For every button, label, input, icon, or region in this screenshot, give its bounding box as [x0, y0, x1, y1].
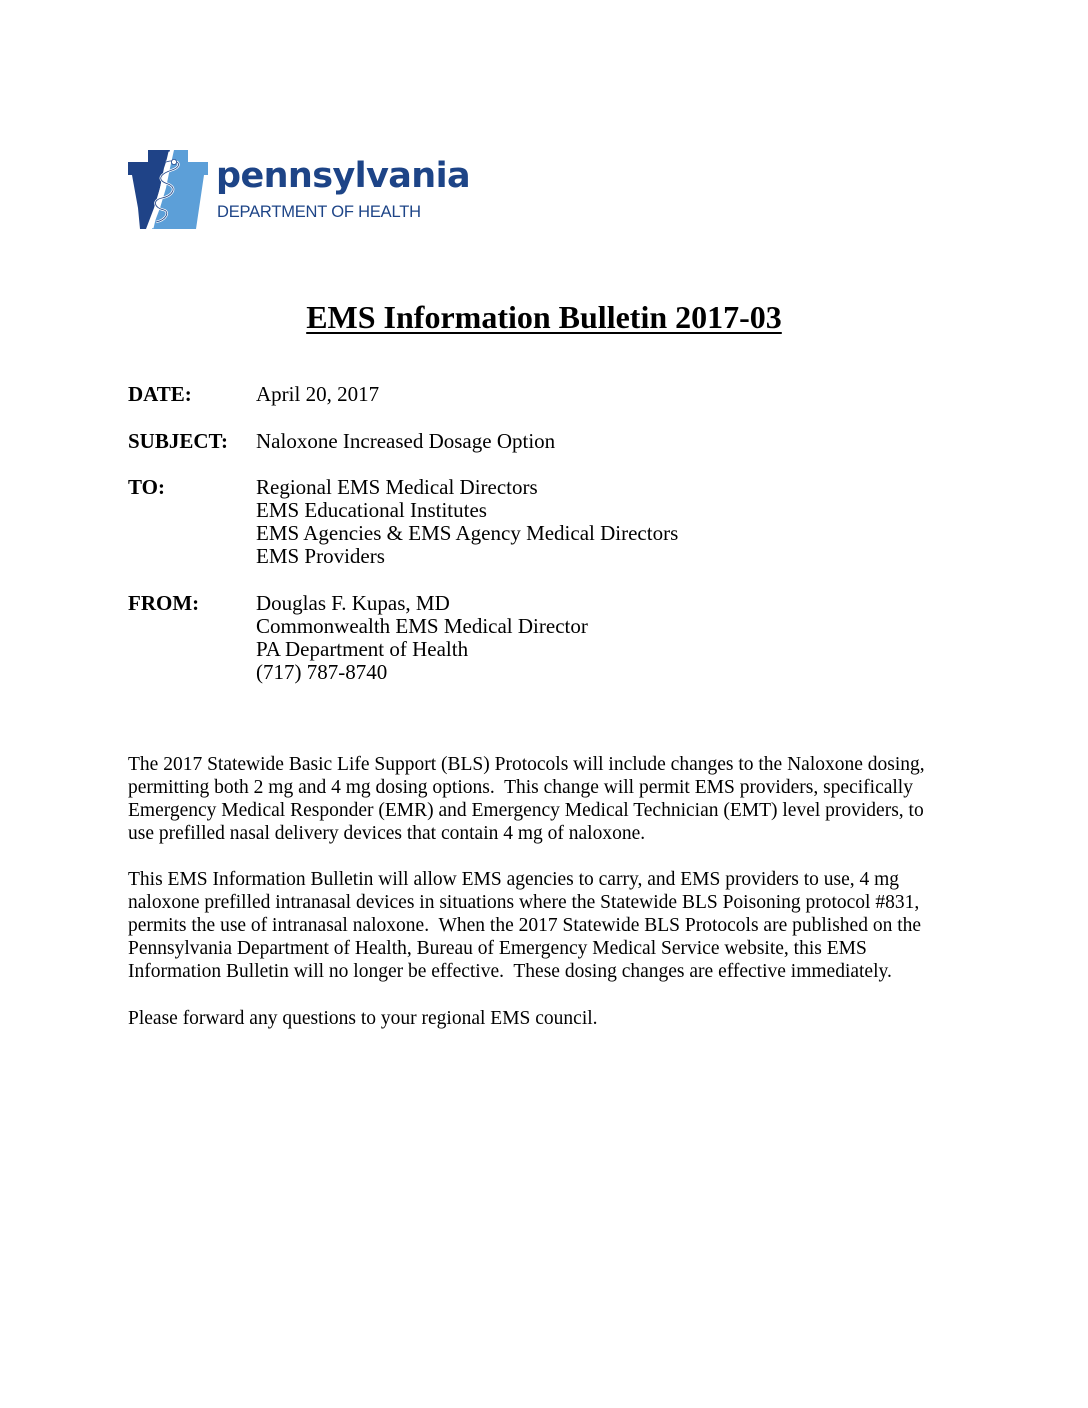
sender-line: Commonwealth EMS Medical Director [256, 614, 588, 638]
date-value-line: April 20, 2017 [256, 382, 380, 406]
pa-department-of-health-logo [126, 148, 471, 233]
keystone-caduceus-icon [126, 148, 212, 233]
date-label: DATE: [128, 382, 192, 406]
body-paragraph-1 [128, 753, 925, 845]
paragraph-line: Pennsylvania Department of Health, Bureau of Emergency Medical Service website, this EMS [128, 938, 867, 959]
subject-value [256, 430, 555, 453]
paragraph-line: permitting both 2 mg and 4 mg dosing options. This change will permit EMS providers, specifically [128, 777, 913, 798]
paragraph-line: use prefilled nasal delivery devices that contain 4 mg of naloxone. [128, 823, 646, 844]
paragraph-line: Please forward any questions to your regional EMS council. [128, 1008, 598, 1029]
paragraph-line: This EMS Information Bulletin will allow EMS agencies to carry, and EMS providers to use, 4 mg [128, 869, 900, 890]
logo-department: DEPARTMENT OF HEALTH [217, 203, 421, 221]
paragraph-line: permits the use of intranasal naloxone. When the 2017 Statewide BLS Protocols are published on the [128, 915, 922, 936]
paragraph-line: The 2017 Statewide Basic Life Support (BLS) Protocols will include changes to the Naloxone dosing, [128, 754, 925, 775]
paragraph-line: Information Bulletin will no longer be effective. These dosing changes are effective immediately. [128, 961, 892, 982]
logo-wordmark: pennsylvania [216, 156, 471, 196]
body-paragraph-3 [128, 1007, 598, 1030]
subject-value-line: Naloxone Increased Dosage Option [256, 429, 556, 453]
paragraph-line: naloxone prefilled intranasal devices in situations where the Statewide BLS Poisoning protocol #831, [128, 892, 920, 913]
recipient-line: Regional EMS Medical Directors [256, 475, 538, 499]
body-paragraph-2 [128, 868, 921, 983]
recipient-line: EMS Providers [256, 544, 385, 568]
from-sender [256, 592, 588, 684]
date-value [256, 383, 379, 406]
paragraph-line: Emergency Medical Responder (EMR) and Emergency Medical Technician (EMT) level providers, to [128, 800, 924, 821]
sender-line: PA Department of Health [256, 637, 469, 661]
sender-phone: (717) 787-8740 [256, 660, 388, 684]
to-label: TO: [128, 475, 165, 499]
from-label: FROM: [128, 591, 200, 615]
serpent-head [171, 159, 176, 164]
recipient-line: EMS Educational Institutes [256, 498, 487, 522]
subject-label: SUBJECT: [128, 429, 228, 453]
to-recipients [256, 476, 678, 568]
bulletin-title [0, 297, 1088, 337]
recipient-line: EMS Agencies & EMS Agency Medical Directors [256, 521, 679, 545]
bulletin-title-text: EMS Information Bulletin 2017-03 [306, 299, 782, 335]
sender-line: Douglas F. Kupas, MD [256, 591, 450, 615]
